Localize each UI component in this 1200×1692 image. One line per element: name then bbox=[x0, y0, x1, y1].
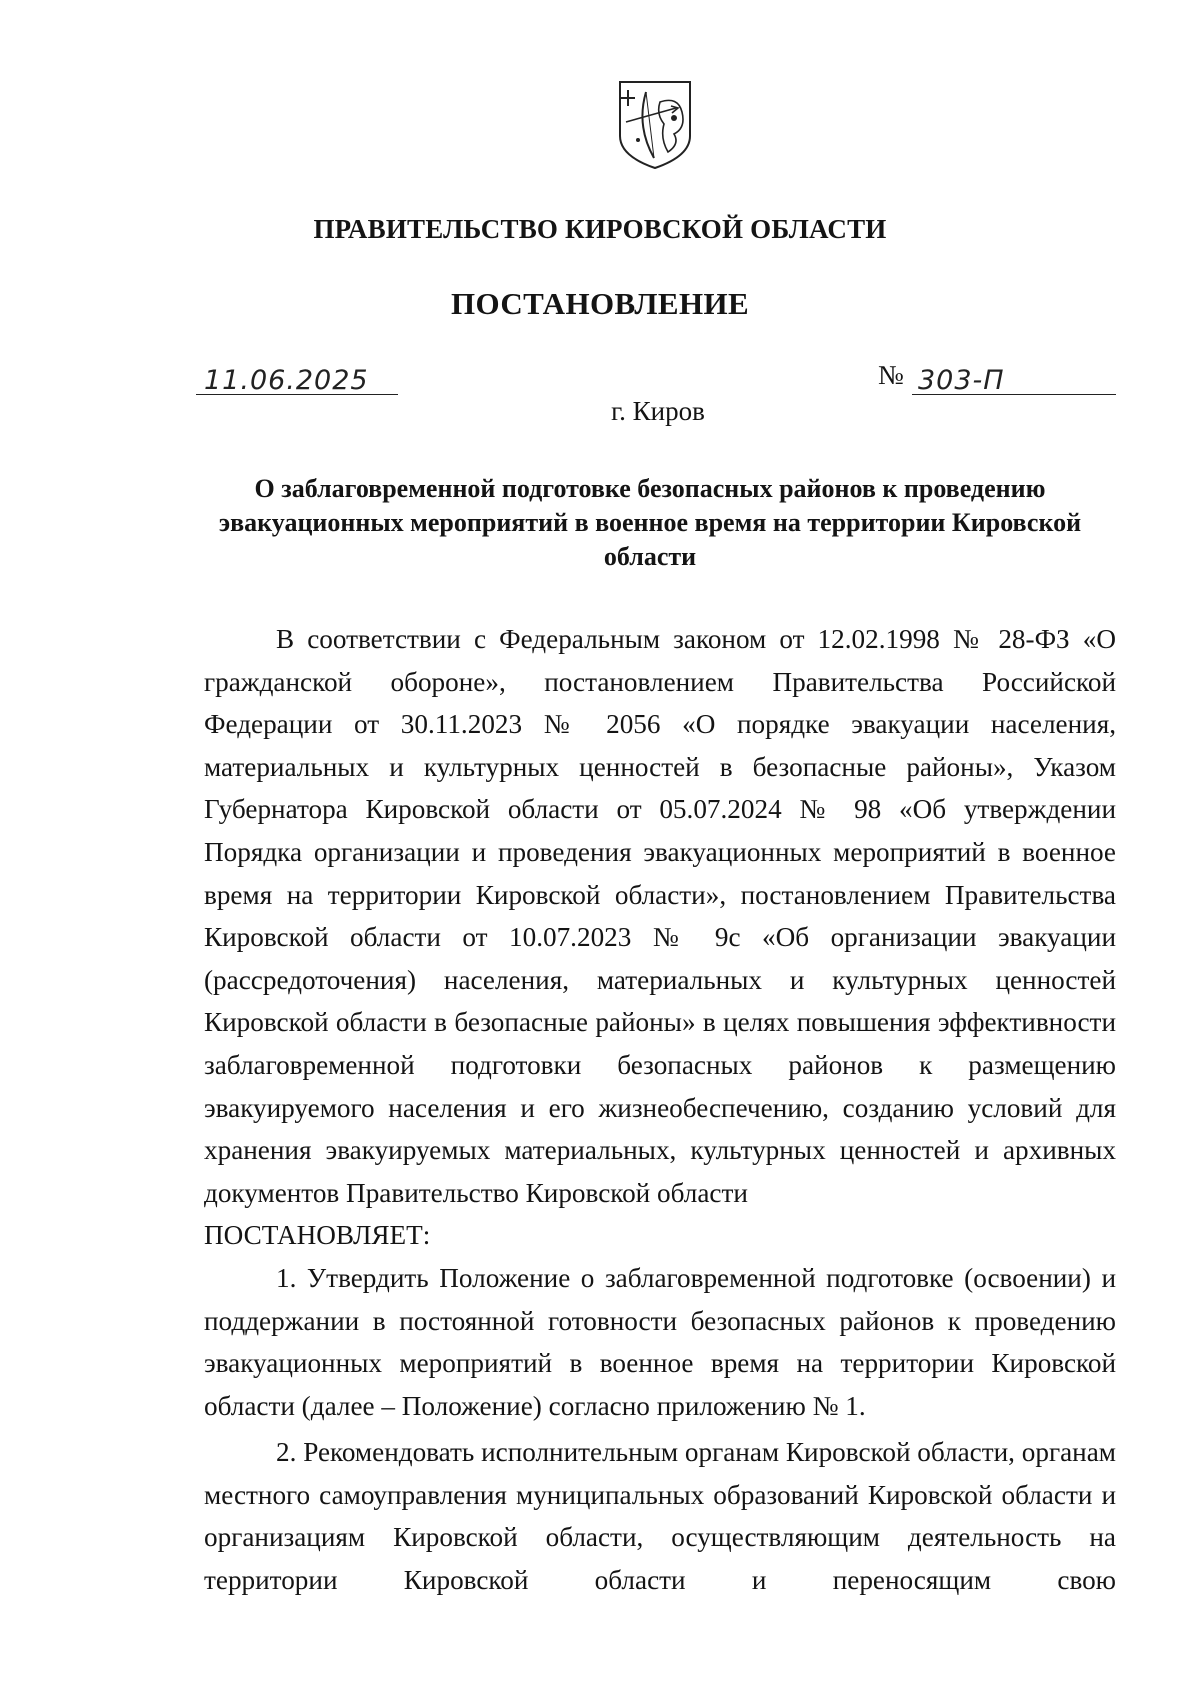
city: г. Киров bbox=[611, 396, 705, 426]
number-field bbox=[912, 354, 1116, 395]
item-2-paragraph: 2. Рекомендовать исполнительным органам Кировской области, органам местного самоуправления муниципальных образований Кировской области и организациям Кировской области, осуществляющим деятельность на территории Кировской области и переносящим свою bbox=[204, 1437, 1116, 1596]
document-body bbox=[204, 618, 1116, 1602]
handwritten-date: 11.06.2025 bbox=[204, 365, 369, 396]
item-1-paragraph: 1. Утвердить Положение о заблаговременной подготовке (освоении) и поддержании в постоянной готовности безопасных районов к проведению эвакуационных мероприятий в военное время на территории Кировской области (далее – Положение) согласно приложению № 1. bbox=[204, 1262, 1116, 1421]
kirov-coat-of-arms-icon bbox=[616, 78, 694, 170]
preamble-paragraph: В соответствии с Федеральным законом от 12.02.1998 № 28-ФЗ «О гражданской обороне», постановлением Правительства Российской Федерации от 30.11.2023 № 2056 «О порядке эвакуации населения, материальных и культурных ценностей в безопасные районы», Указом Губернатора Кировской области от 05.07.2024 № 98 «Об утверждении Порядка организации и проведения эвакуационных мероприятий в военное время на территории Кировской области», постановлением Правительства Кировской области от 10.07.2023 № 9с «Об организации эвакуации (рассредоточения) населения, материальных и культурных ценностей Кировской области в безопасные районы» в целях повышения эффективности заблаговременной подготовки безопасных районов к размещению эвакуируемого населения и его жизнеобеспечению, созданию условий для хранения эвакуируемых материальных, культурных ценностей и архивных документов Правительство Кировской области bbox=[204, 624, 1116, 1208]
document-type: ПОСТАНОВЛЕНИЕ bbox=[450, 286, 750, 321]
date-field bbox=[196, 354, 398, 395]
resolves-label: ПОСТАНОВЛЯЕТ: bbox=[204, 1220, 431, 1251]
organization-name: ПРАВИТЕЛЬСТВО КИРОВСКОЙ ОБЛАСТИ bbox=[313, 214, 887, 244]
number-label: № bbox=[878, 360, 904, 390]
document-title: О заблаговременной подготовке безопасных районов к проведению эвакуационных мероприятий в военное время на территории Кировской области bbox=[218, 474, 1082, 571]
handwritten-number: 303-П bbox=[918, 365, 1005, 396]
